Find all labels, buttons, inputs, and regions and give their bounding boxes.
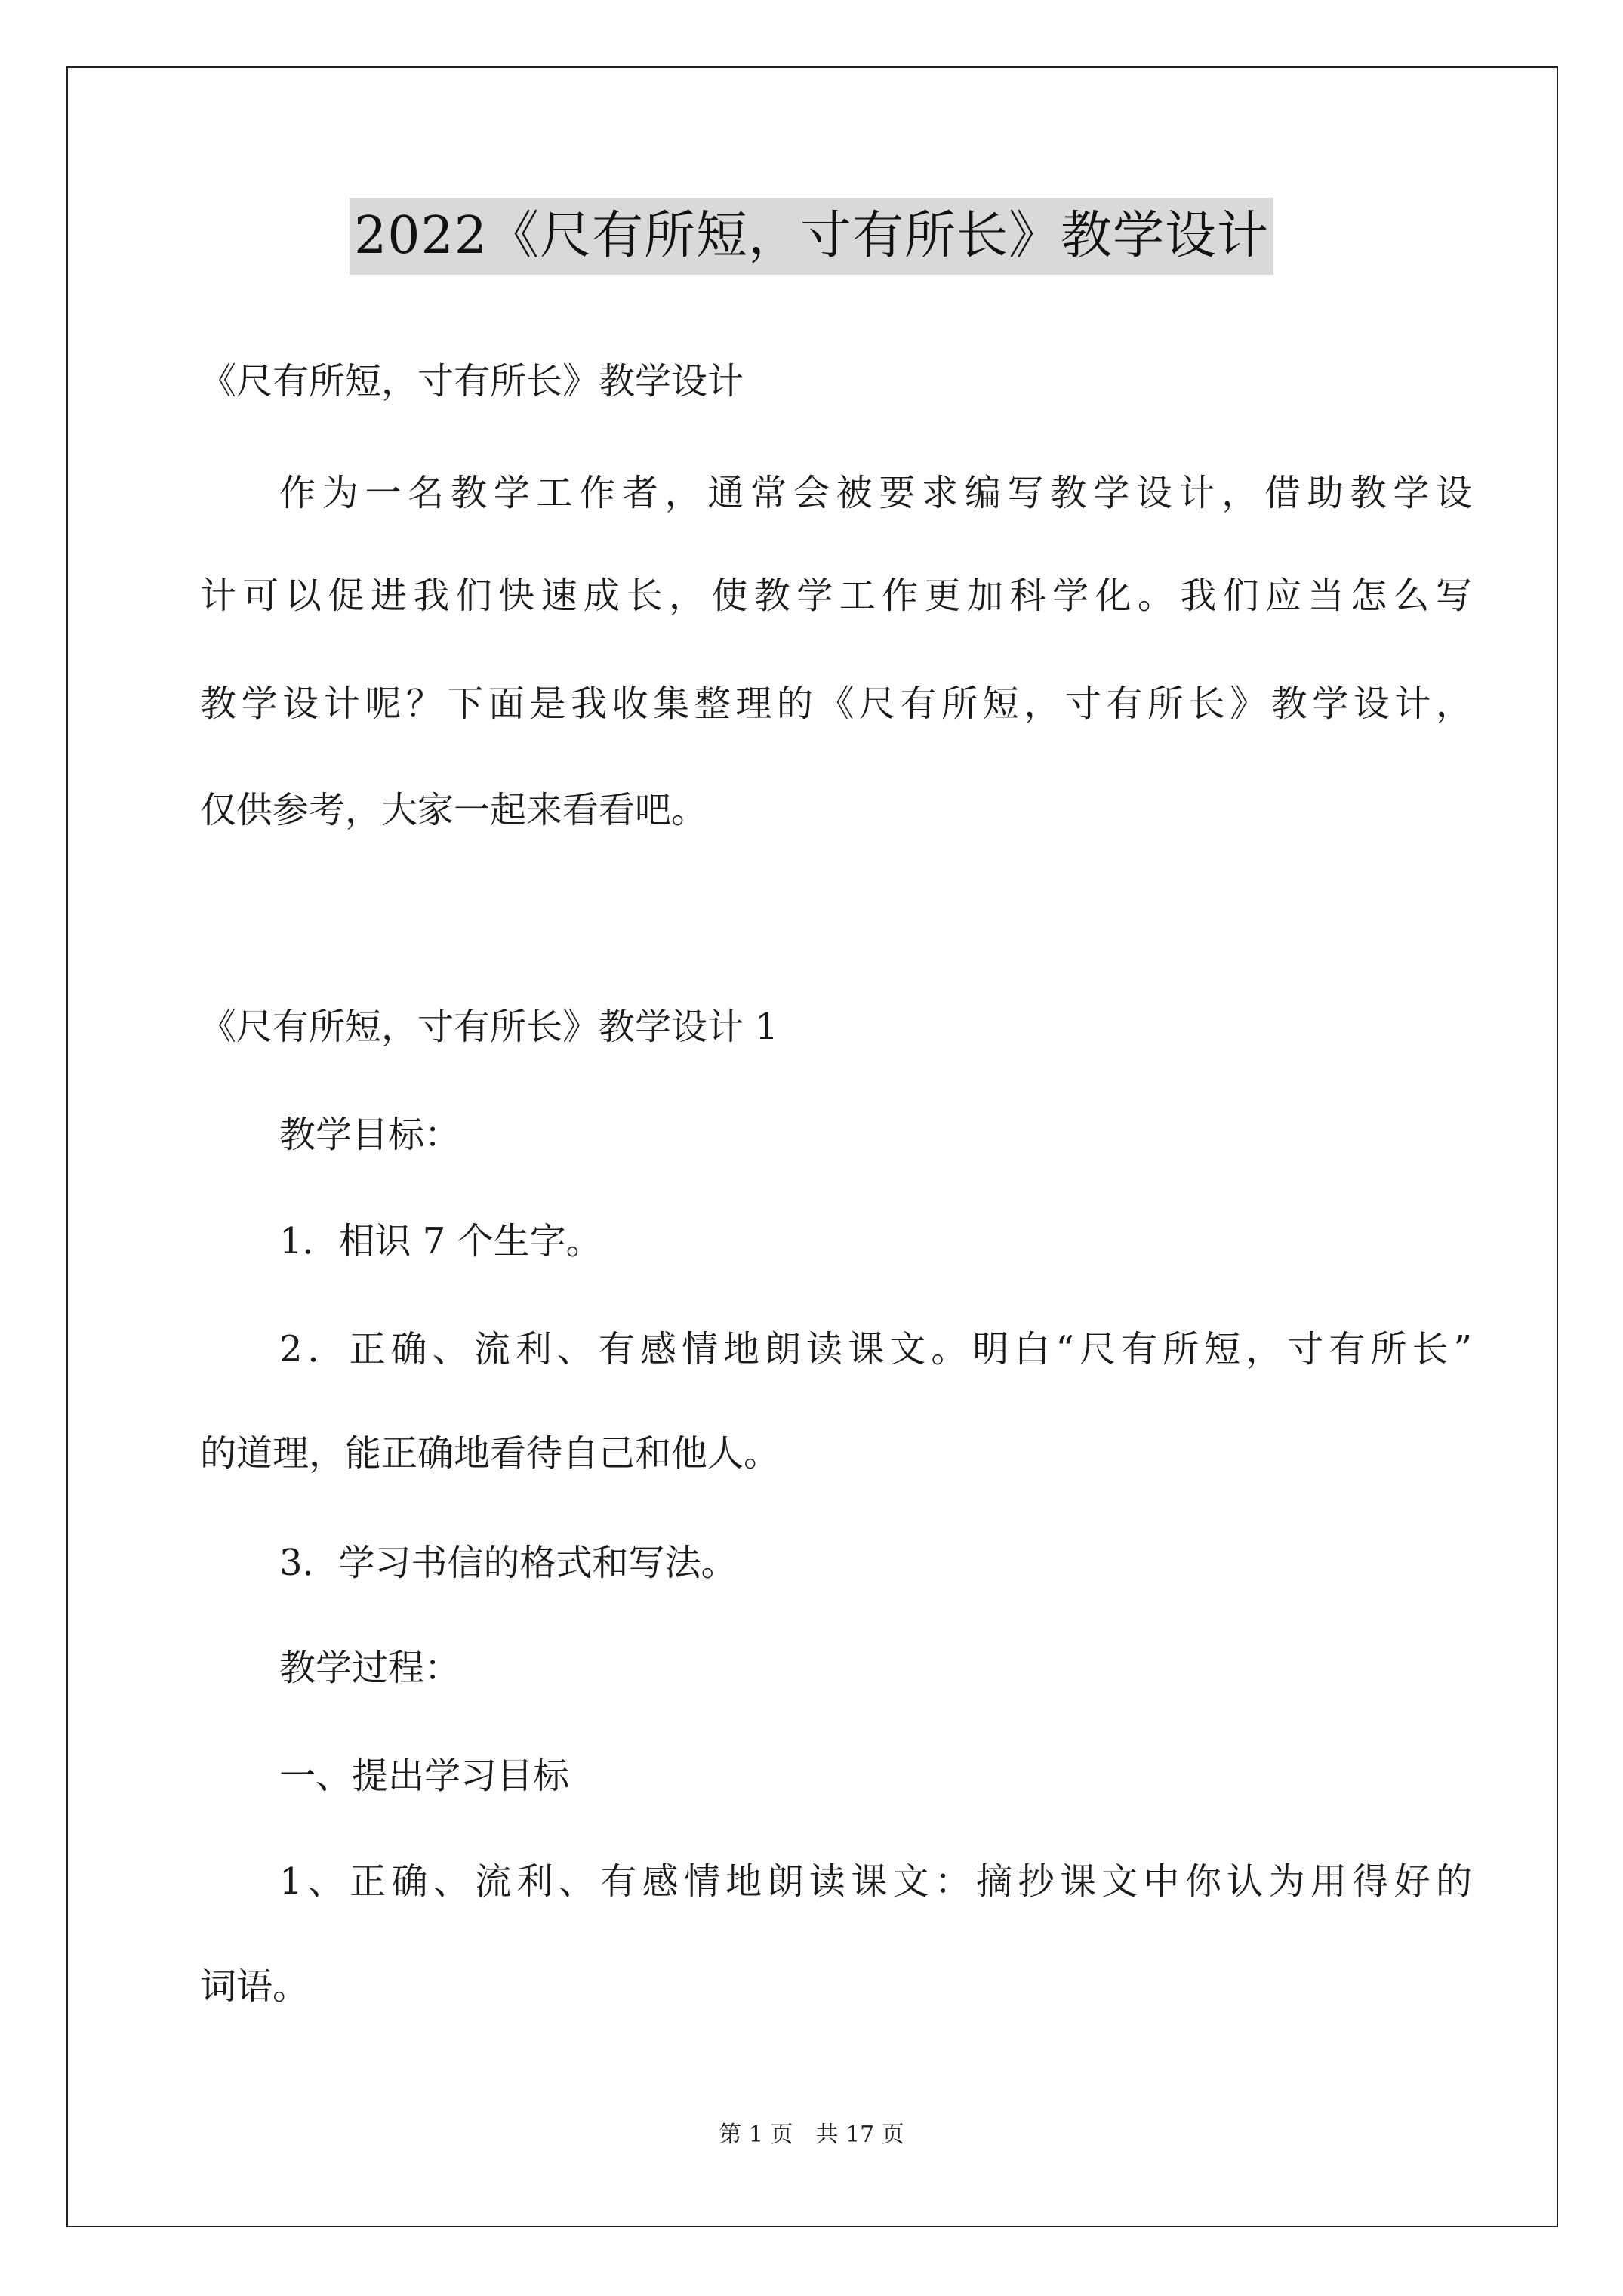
objective-1: 1．相识 7 个生字。 [279,1220,602,1262]
intro-paragraph-line-3: 教学设计呢？下面是我收集整理的《尺有所短，寸有所长》教学设计， [200,683,1472,725]
step-heading: 一、提出学习目标 [279,1755,570,1797]
step-1-line-2: 词语。 [200,1965,310,2008]
intro-paragraph-line-1: 作为一名教学工作者，通常会被要求编写教学设计，借助教学设 [279,472,1472,514]
objective-3: 3．学习书信的格式和写法。 [279,1542,738,1584]
section-heading: 《尺有所短，寸有所长》教学设计 1 [200,1006,778,1048]
objectives-heading: 教学目标： [279,1114,461,1156]
document-title: 2022《尺有所短，寸有所长》教学设计 [350,198,1273,275]
subtitle: 《尺有所短，寸有所长》教学设计 [200,360,744,402]
process-heading: 教学过程： [279,1647,461,1689]
intro-paragraph-line-2: 计可以促进我们快速成长，使教学工作更加科学化。我们应当怎么写 [200,575,1472,617]
title-container [0,198,1623,275]
intro-paragraph-line-4: 仅供参考，大家一起来看看吧。 [200,789,708,831]
objective-2-line-1: 2．正确、流利、有感情地朗读课文。明白“尺有所短，寸有所长” [279,1328,1472,1370]
objective-2-line-2: 的道理，能正确地看待自己和他人。 [200,1432,781,1475]
page-number: 第 1 页 共 17 页 [719,2122,904,2148]
step-1-line-1: 1、正确、流利、有感情地朗读课文：摘抄课文中你认为用得好的 [279,1860,1472,1903]
